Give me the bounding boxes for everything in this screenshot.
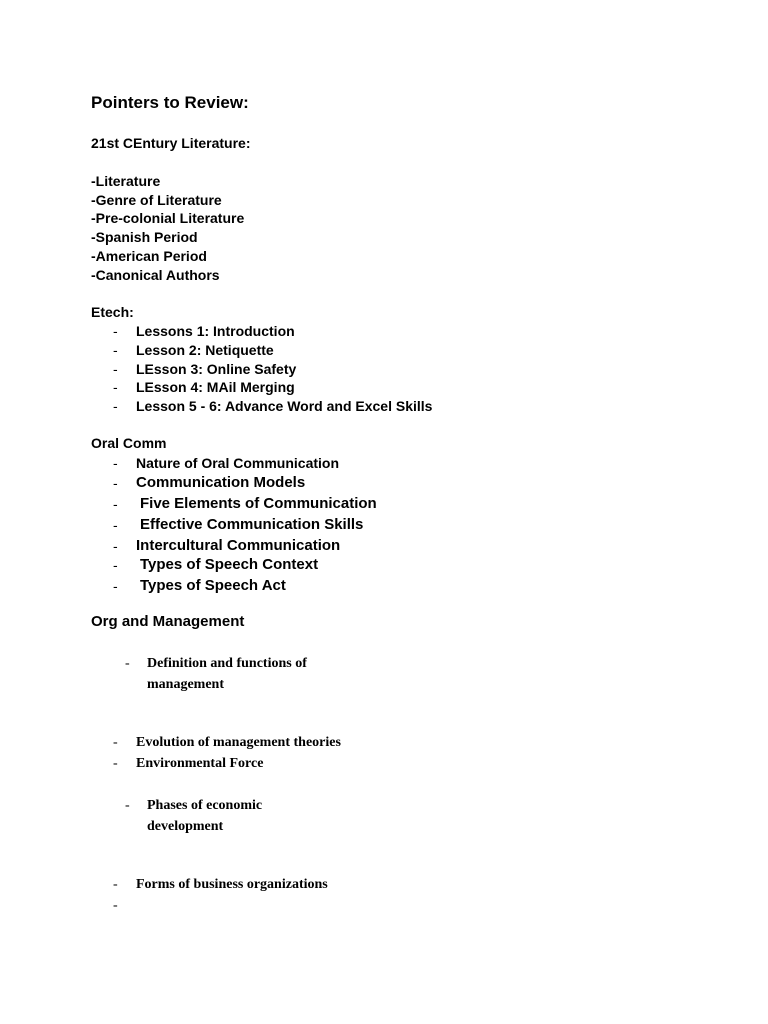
literature-heading: 21st CEntury Literature: — [91, 135, 251, 151]
org-management-item-continued: management — [147, 677, 224, 692]
etech-item: Lesson 5 - 6: Advance Word and Excel Skills — [136, 398, 433, 414]
oral-comm-item: Five Elements of Communication — [140, 495, 377, 512]
etech-item: LEsson 3: Online Safety — [136, 361, 297, 377]
literature-item: -Literature — [91, 173, 161, 189]
etech-item: Lesson 2: Netiquette — [136, 342, 274, 358]
org-management-item: Definition and functions of — [147, 656, 307, 671]
bullet-dash: - — [113, 455, 118, 471]
bullet-dash: - — [113, 517, 118, 533]
literature-item: -Canonical Authors — [91, 267, 220, 283]
bullet-dash: - — [113, 557, 118, 573]
bullet-dash: - — [125, 798, 130, 813]
etech-item: Lessons 1: Introduction — [136, 323, 295, 339]
bullet-dash: - — [113, 877, 118, 892]
bullet-dash: - — [113, 756, 118, 771]
etech-item: LEsson 4: MAil Merging — [136, 379, 295, 395]
etech-heading: Etech: — [91, 304, 134, 320]
bullet-dash: - — [113, 379, 118, 395]
org-management-item: Phases of economic — [147, 798, 263, 813]
oral-comm-heading: Oral Comm — [91, 435, 167, 451]
org-management-item: Forms of business organizations — [136, 877, 328, 892]
oral-comm-item: Nature of Oral Communication — [136, 455, 340, 471]
bullet-dash: - — [113, 538, 118, 554]
bullet-dash: - — [113, 475, 118, 491]
page-title: Pointers to Review: — [91, 93, 249, 112]
oral-comm-item: Types of Speech Act — [140, 577, 286, 594]
literature-item: -Spanish Period — [91, 229, 198, 245]
literature-item: -Genre of Literature — [91, 192, 222, 208]
org-management-item: Environmental Force — [136, 756, 264, 771]
org-management-item-continued: development — [147, 819, 224, 834]
bullet-dash: - — [113, 898, 118, 913]
bullet-dash: - — [113, 578, 118, 594]
bullet-dash: - — [113, 735, 118, 750]
oral-comm-item: Effective Communication Skills — [140, 516, 364, 533]
bullet-dash: - — [113, 496, 118, 512]
bullet-dash: - — [113, 342, 118, 358]
org-management-heading: Org and Management — [91, 613, 245, 630]
org-management-item: Evolution of management theories — [136, 735, 341, 750]
oral-comm-item: Intercultural Communication — [136, 537, 341, 554]
bullet-dash: - — [125, 656, 130, 671]
oral-comm-item: Types of Speech Context — [140, 556, 319, 573]
literature-item: -American Period — [91, 248, 207, 264]
literature-item: -Pre-colonial Literature — [91, 210, 245, 226]
bullet-dash: - — [113, 361, 118, 377]
oral-comm-item: Communication Models — [136, 474, 306, 491]
bullet-dash: - — [113, 398, 118, 414]
bullet-dash: - — [113, 323, 118, 339]
